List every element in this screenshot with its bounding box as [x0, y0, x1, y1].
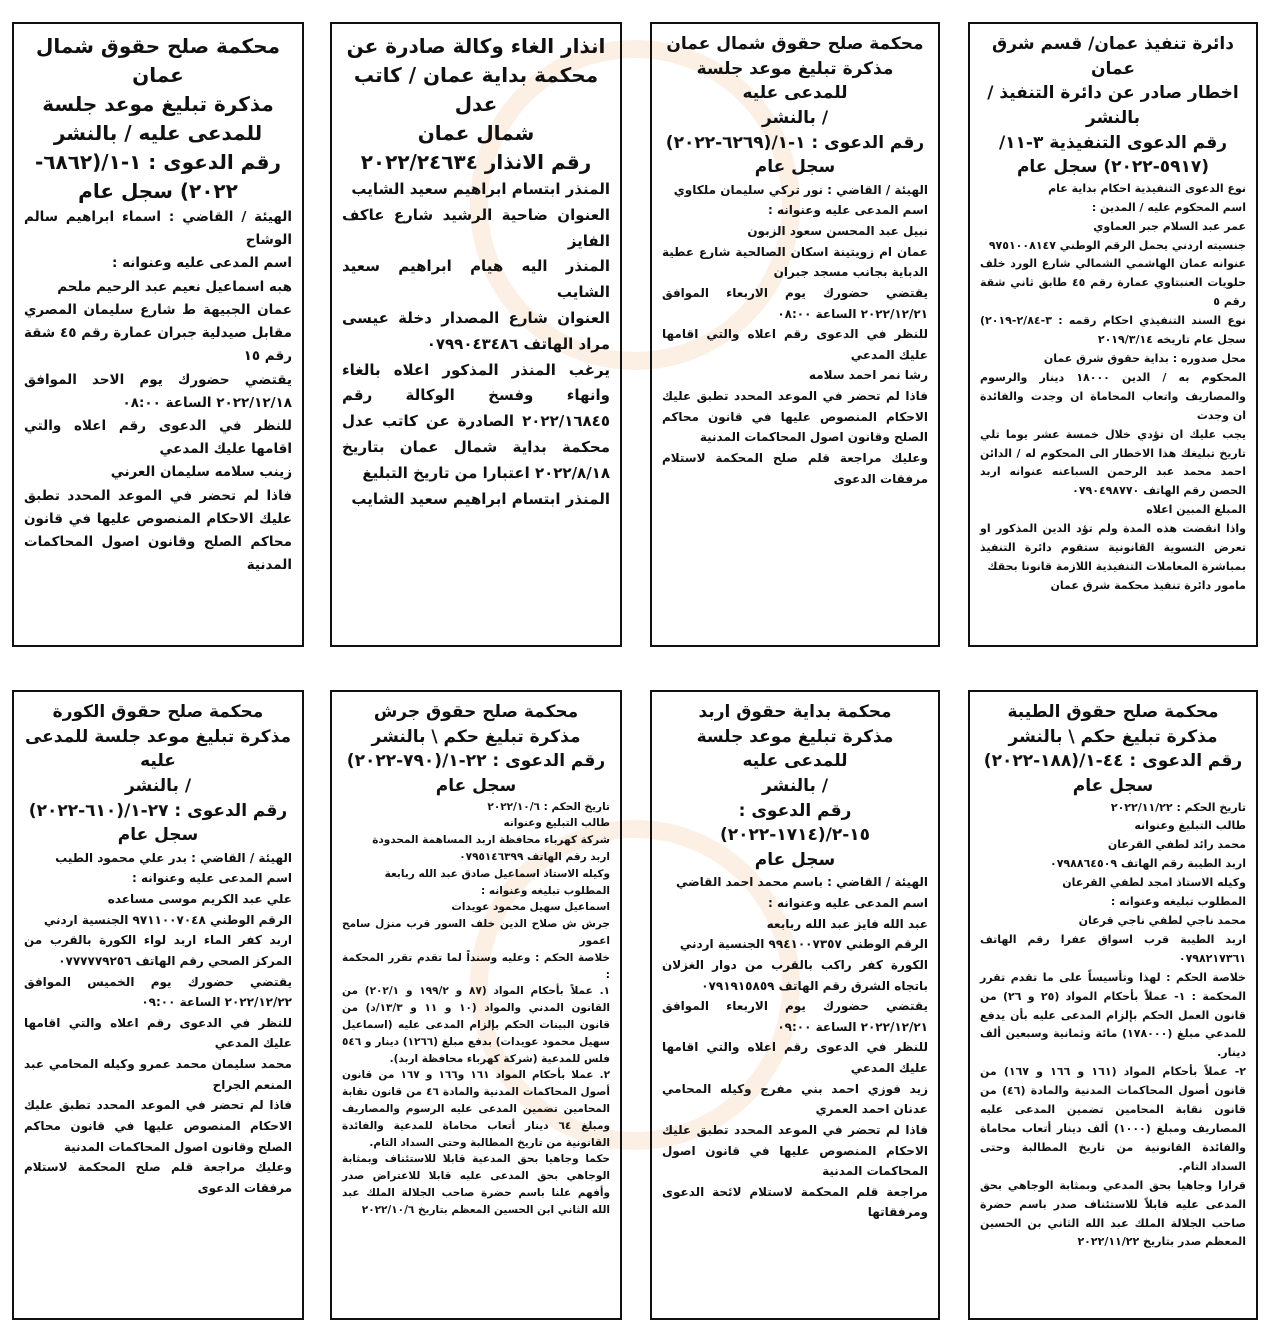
- notice-tayyiba-judgment: [968, 690, 1258, 1320]
- notice-body: تاريخ الحكم : ٢٠٢٢/١٠/٦ طالب التبليغ وعنوانه شركة كهرباء محافظة اربد المساهمة المحدودة اربد رقم الهاتف ٠٧٩٥١٤٦٣٩٩ وكيله الاستاذ اسماعيل صادق عبد الله ربابعة المطلوب تبليغه وعنوانه : اسماعيل سهيل محمود عويدات جرش ش صلاح الدين خلف السور قرب منزل سامح اعمور خلاصة الحكم : وعليه وسنداً لما تقدم تقرر المحكمة : ١. عملاً بأحكام المواد (٨٧ و ١٩٩/٢ و ٢٠٢/١) من القانون المدني والمواد (١٠ و ١١ و ١٣/٣/د) من قانون البينات الحكم بإلزام المدعى عليه (اسماعيل سهيل محمود عويدات) بدفع مبلغ (١٢٦٦) دينار و ٥٤٦ فلس للمدعية (شركة كهرباء محافظة اربد). ٢. عملا بأحكام المواد ١٦١ و١٦٦ و ١٦٧ من قانون أصول المحاكمات المدنية والمادة ٤٦ من قانون نقابة المحامين تضمين المدعى عليه الرسوم والمصاريف ومبلغ ٦٤ دينار أتعاب محاماة للمدعية والفائدة القانونية من تاريخ المطالبة وحتى السداد التام. حكما وجاهيا بحق المدعية قابلا للاستئناف وبمثابة الوجاهي بحق المدعى عليه قابلا للاعتراض صدر وأفهم علنا باسم حضرة صاحب الجلالة الملك عبد الله الثاني ابن الحسين المعظم بتاريخ ٢٠٢٢/١٠/٦: [342, 800, 611, 1216]
- notice-irbid-first-instance-session: [650, 690, 940, 1320]
- notice-heading: محكمة صلح حقوق شمال عمان مذكرة تبليغ موعد جلسة للمدعى عليه / بالنشر رقم الدعوى : ١-١/(٦٨٦٢- ٢٠٢٢) سجل عام: [35, 34, 281, 203]
- notice-body: الهيئة / القاضي : باسم محمد احمد القاضي اسم المدعى عليه وعنوانه : عبد الله فايز عبد الله ربابعه الرقم الوطني ٩٩٤١٠٠٧٣٥٧ الجنسية اردني الكورة كفر راكب بالقرب من دوار الغزلان باتجاه الشرق رقم الهاتف ٠٧٩١٩١٥٨٥٩ يقتضي حضورك يوم الاربعاء الموافق ٢٠٢٢/١٢/٢١ الساعة ٠٩:٠٠ للنظر في الدعوى رقم اعلاه والتي اقامها عليك المدعي زيد فوزي احمد بني مفرج وكيله المحامي عدنان احمد العمري فاذا لم تحضر في الموعد المحدد تطبق عليك الاحكام المنصوص عليها في قانون اصول المحاكمات المدنية مراجعة قلم المحكمة لاستلام لائحة الدعوى ومرفقاتها: [662, 875, 928, 1220]
- notice-heading: محكمة صلح حقوق الكورة مذكرة تبليغ موعد جلسة للمدعى عليه / بالنشر رقم الدعوى : ٢٧-١/(٦١٠-٢٠٢٢) سجل عام: [24, 702, 292, 846]
- notice-koura-session: [12, 690, 304, 1320]
- notice-heading: دائرة تنفيذ عمان/ قسم شرق عمان اخطار صادر عن دائرة التنفيذ / بالنشر رقم الدعوى التنفيذية ٣-١١/ (٥٩١٧-٢٠٢٢) سجل عام: [987, 34, 1239, 178]
- notice-body: نوع الدعوى التنفيذية احكام بداية عام اسم المحكوم عليه / المدين : عمر عبد السلام جبر العماوي جنسيته اردني يحمل الرقم الوطني ٩٧٥١٠٠٨١٤٧ عنوانه عمان الهاشمي الشمالي شارع الورد خلف حلويات العنبتاوي عمارة رقم ٤٥ طابق ثاني شقة رقم ٥ نوع السند التنفيذي احكام رقمه : ٣-٢/٨٤-٢٠١٩) سجل عام تاريخه ٢٠١٩/٣/١٤ محل صدوره : بداية حقوق شرق عمان المحكوم به / الدين ١٨٠٠٠ دينار والرسوم والمصاريف واتعاب المحاماة ان وجدت والفائدة ان وجدت يجب عليك ان تؤدي خلال خمسة عشر يوما تلي تاريخ تبليغك هذا الاخطار الى المحكوم له / الدائن احمد محمد عبد الرحمن السباعنه عنوانه اربد الحصن رقم الهاتف ٠٧٩٠٤٩٨٧٧٠ المبلغ المبين اعلاه واذا انقضت هذه المدة ولم تؤد الدين المذكور او تعرض التسوية القانونية ستقوم دائرة التنفيذ بمباشرة المعاملات التنفيذية اللازمة قانونا بحقك مامور دائرة تنفيذ محكمة شرق عمان: [980, 181, 1246, 592]
- notice-body: الهيئة / القاضي : نور تركي سليمان ملكاوي اسم المدعى عليه وعنوانه : نبيل عبد المحسن سعود الزبون عمان ام زويتينة اسكان الصالحية شارع عطية الدباية بجانب مسجد جبران يقتضي حضورك يوم الاربعاء الموافق ٢٠٢٢/١٢/٢١ الساعة ٠٨:٠٠ للنظر في الدعوى رقم اعلاه والتي اقامها عليك المدعي رشا نمر احمد سلامه فاذا لم تحضر في الموعد المحدد تطبق عليك الاحكام المنصوص عليها في قانون محاكم الصلح وقانون اصول المحاكمات المدنية وعليك مراجعة قلم صلح المحكمة لاستلام مرفقات الدعوى: [662, 182, 928, 486]
- notice-heading: محكمة بداية حقوق اربد مذكرة تبليغ موعد جلسة للمدعى عليه / بالنشر رقم الدعوى : ١٥-٢/(١٧١٤-٢٠٢٢) سجل عام: [696, 702, 894, 870]
- notice-body: الهيئة / القاضي : اسماء ابراهيم سالم الوشاح اسم المدعى عليه وعنوانه : هبه اسماعيل نعيم عبد الرحيم ملحم عمان الجبيهة ط شارع سليمان المصري مقابل صيدلية جبران عمارة رقم ٤٥ شقة رقم ١٥ يقتضي حضورك يوم الاحد الموافق ٢٠٢٢/١٢/١٨ الساعة ٠٨:٠٠ للنظر في الدعوى رقم اعلاه والتي اقامها عليك المدعي زينب سلامه سليمان العرني فاذا لم تحضر في الموعد المحدد تطبق عليك الاحكام المنصوص عليها في قانون محاكم الصلح وقانون اصول المحاكمات المدنية: [24, 209, 292, 574]
- notice-heading: محكمة صلح حقوق جرش مذكرة تبليغ حكم \ بالنشر رقم الدعوى : ٢٢-١/(٧٩٠-٢٠٢٢) سجل عام: [346, 702, 606, 796]
- notice-body: تاريخ الحكم : ٢٠٢٢/١١/٢٢ طالب التبليغ وعنوانه محمد رائد لطفي القرعان اربد الطيبة رقم الهاتف ٠٧٩٨٨٦٤٥٠٩ وكيله الاستاذ امجد لطفي القرعان المطلوب تبليغه وعنوانه : محمد ناجي لطفي ناجي قرعان اربد الطيبة قرب اسواق عفرا رقم الهاتف ٠٧٩٨٢١٧٣٦١ خلاصة الحكم : لهذا وتأسيساً على ما تقدم تقرر المحكمة : ١- عملاً بأحكام المواد (٢٥ و ٢٦) من قانون العمل الحكم بإلزام المدعى عليه بأن يدفع للمدعي مبلغ (١٧٨٠٠٠) مائة وثمانية وسبعين ألف دينار. ٢- عملاً بأحكام المواد (١٦١ و ١٦٦ و ١٦٧) من قانون أصول المحاكمات المدنية والمادة (٤٦) من قانون نقابة المحامين تضمين المدعى عليه المصاريف ومبلغ (١٠٠٠) ألف دينار أتعاب محاماة والفائدة القانونية من تاريخ المطالبة وحتى السداد التام. قرارا وجاهيا بحق المدعي وبمثابة الوجاهي بحق المدعى عليه قابلاً للاستئناف صدر باسم حضرة صاحب الجلالة الملك عبد الله الثاني بن الحسين المعظم صدر بتاريخ ٢٠٢٢/١١/٢٢: [980, 800, 1246, 1249]
- notice-north-amman-session-6862: [12, 22, 304, 647]
- notice-heading: انذار الغاء وكالة صادرة عن محكمة بداية عمان / كاتب عدل شمال عمان رقم الانذار ٢٠٢٢/٢٤٦٣٤: [346, 34, 606, 174]
- notice-heading: محكمة صلح حقوق شمال عمان مذكرة تبليغ موعد جلسة للمدعى عليه / بالنشر رقم الدعوى : ١-١/(٦٢٦٩-٢٠٢٢) سجل عام: [665, 34, 925, 178]
- notice-body: الهيئة / القاضي : بدر علي محمود الطيب اسم المدعى عليه وعنوانه : علي عبد الكريم موسى مساعده الرقم الوطني ٩٧١١٠٠٧٠٤٨ الجنسية اردني اربد كفر الماء اربد لواء الكورة بالقرب من المركز الصحي رقم الهاتف ٠٧٧٧٧٧٩٢٥٦ يقتضي حضورك يوم الخميس الموافق ٢٠٢٢/١٢/٢٢ الساعة ٠٩:٠٠ للنظر في الدعوى رقم اعلاه والتي اقامها عليك المدعي محمد سليمان محمد عمرو وكيله المحامي عبد المنعم الجراح فاذا لم تحضر في الموعد المحدد تطبق عليك الاحكام المنصوص عليها في قانون محاكم الصلح وقانون اصول المحاكمات المدنية وعليك مراجعة قلم صلح المحكمة لاستلام مرفقات الدعوى: [24, 850, 292, 1195]
- notice-execution-east-amman: [968, 22, 1258, 647]
- notice-power-of-attorney-cancellation: [330, 22, 622, 647]
- notice-north-amman-session-6269: [650, 22, 940, 647]
- notice-jerash-judgment: [330, 690, 622, 1320]
- notice-body: المنذر ابتسام ابراهيم سعيد الشايب العنوان ضاحية الرشيد شارع عاكف الفايز المنذر اليه هيام ابراهيم سعيد الشايب العنوان شارع المصدار دخلة عيسى مراد الهاتف ٠٧٩٩٠٤٣٤٨٦ يرغب المنذر المذكور اعلاه بالغاء وانهاء وفسخ الوكالة رقم ٢٠٢٢/١٦٨٤٥ الصادرة عن كاتب عدل محكمة بداية شمال عمان بتاريخ ٢٠٢٢/٨/١٨ اعتبارا من تاريخ التبليغ المنذر ابتسام ابراهيم سعيد الشايب: [342, 180, 610, 508]
- notice-heading: محكمة صلح حقوق الطيبة مذكرة تبليغ حكم \ بالنشر رقم الدعوى : ٤٤-١/(١٨٨-٢٠٢٢) سجل عام: [983, 702, 1243, 796]
